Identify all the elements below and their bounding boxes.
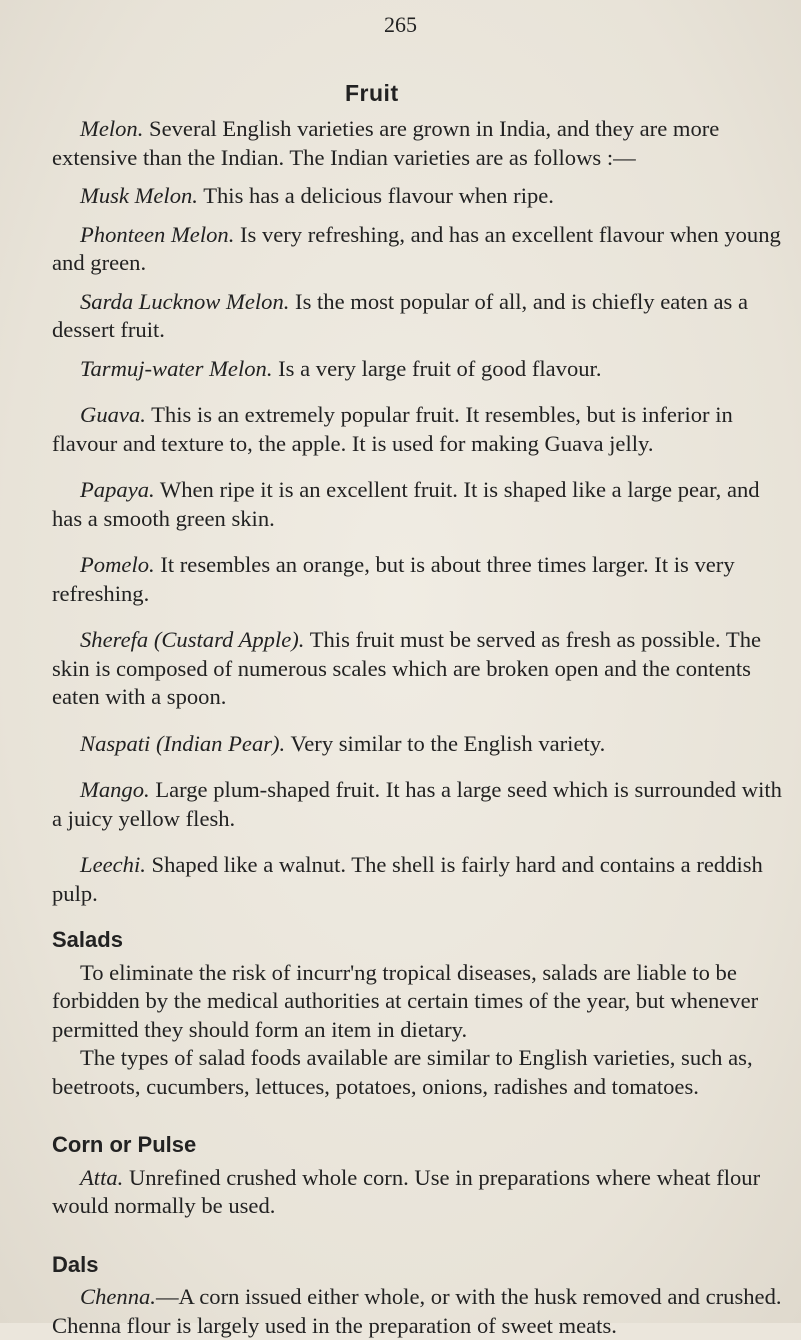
page-body <box>52 115 787 1340</box>
section-title-fruit: Fruit <box>345 80 399 106</box>
fruit-entry-papaya <box>52 476 787 533</box>
entry-text: Several English varieties are grown in India, and they are more extensive than the Indian. The Indian varieties are as follows :— <box>52 116 720 170</box>
entry-text: Shaped like a walnut. The shell is fairly hard and contains a reddish pulp. <box>52 852 763 906</box>
entry-atta <box>52 1164 787 1221</box>
fruit-entry-naspati <box>52 730 787 759</box>
entry-text: This is an extremely popular fruit. It resembles, but is inferior in flavour and texture to, the apple. It is used for making Guava jelly. <box>52 402 733 456</box>
heading-salads: Salads <box>52 927 123 952</box>
entry-term: Guava. <box>80 402 146 427</box>
entry-term: Pomelo. <box>80 552 155 577</box>
page-number: 265 <box>384 12 417 37</box>
entry-term: Chenna. <box>80 1284 156 1309</box>
fruit-entry-pomelo <box>52 551 787 608</box>
entry-text: Is very refreshing, and has an excellent flavour when young and green. <box>52 221 781 275</box>
entry-text: When ripe it is an excellent fruit. It is shaped like a large pear, and has a smooth green skin. <box>52 477 760 531</box>
entry-term: Musk Melon. <box>80 183 198 208</box>
entry-term: Leechi. <box>80 852 146 877</box>
fruit-entry-sarda-melon <box>52 288 787 345</box>
fruit-entry-musk-melon <box>52 182 787 211</box>
entry-term: Mango. <box>80 777 150 802</box>
entry-text: Is the most popular of all, and is chiefly eaten as a dessert fruit. <box>52 288 749 342</box>
heading-dals: Dals <box>52 1251 99 1277</box>
entry-text: This fruit must be served as fresh as possible. The skin is composed of numerous scales which are broken open and the contents eaten with a spoon. <box>52 627 762 709</box>
fruit-entry-melon <box>52 115 787 172</box>
fruit-entry-phonteen-melon <box>52 221 787 278</box>
entry-text: Very similar to the English variety. <box>285 730 606 756</box>
entry-term: Melon. <box>80 116 144 141</box>
entry-term: Phonteen Melon. <box>80 221 235 247</box>
salads-paragraph-2: The types of salad foods available are similar to English varieties, such as, beetroots, cucumbers, lettuces, potatoes, onions, radishes and tomatoes. <box>52 1045 753 1099</box>
fruit-entry-leechi <box>52 851 787 908</box>
entry-text: Large plum-shaped fruit. It has a large seed which is surrounded with a juicy yellow flesh. <box>52 777 782 831</box>
entry-text: —A corn issued either whole, or with the husk removed and crushed. Chenna flour is largely used in the preparation of sweet meats. <box>52 1284 782 1338</box>
fruit-entry-guava <box>52 401 787 458</box>
entry-term: Sarda Lucknow Melon. <box>80 288 290 314</box>
fruit-entry-tarmuj-melon <box>52 355 787 384</box>
entry-term: Papaya. <box>80 477 155 502</box>
fruit-entry-sherefa <box>52 626 787 712</box>
entry-text: Unrefined crushed whole corn. Use in preparations where wheat flour would normally be used. <box>52 1164 761 1218</box>
entry-chenna <box>52 1283 787 1340</box>
entry-text: Is a very large fruit of good flavour. <box>272 355 602 381</box>
entry-text: It resembles an orange, but is about three times larger. It is very refreshing. <box>52 552 735 606</box>
entry-text: This has a delicious flavour when ripe. <box>197 183 554 208</box>
fruit-entry-mango <box>52 776 787 833</box>
heading-corn-or-pulse: Corn or Pulse <box>52 1132 197 1157</box>
salads-paragraph-1: To eliminate the risk of incurr'ng tropical diseases, salads are liable to be forbidden by the medical authorities at certain times of the year, but whenever permitted they should form an item in dietary. <box>52 959 759 1042</box>
entry-term: Atta. <box>80 1164 124 1190</box>
entry-term: Naspati (Indian Pear). <box>80 730 286 756</box>
entry-term: Tarmuj-water Melon. <box>80 355 273 381</box>
entry-term: Sherefa (Custard Apple). <box>80 627 305 652</box>
